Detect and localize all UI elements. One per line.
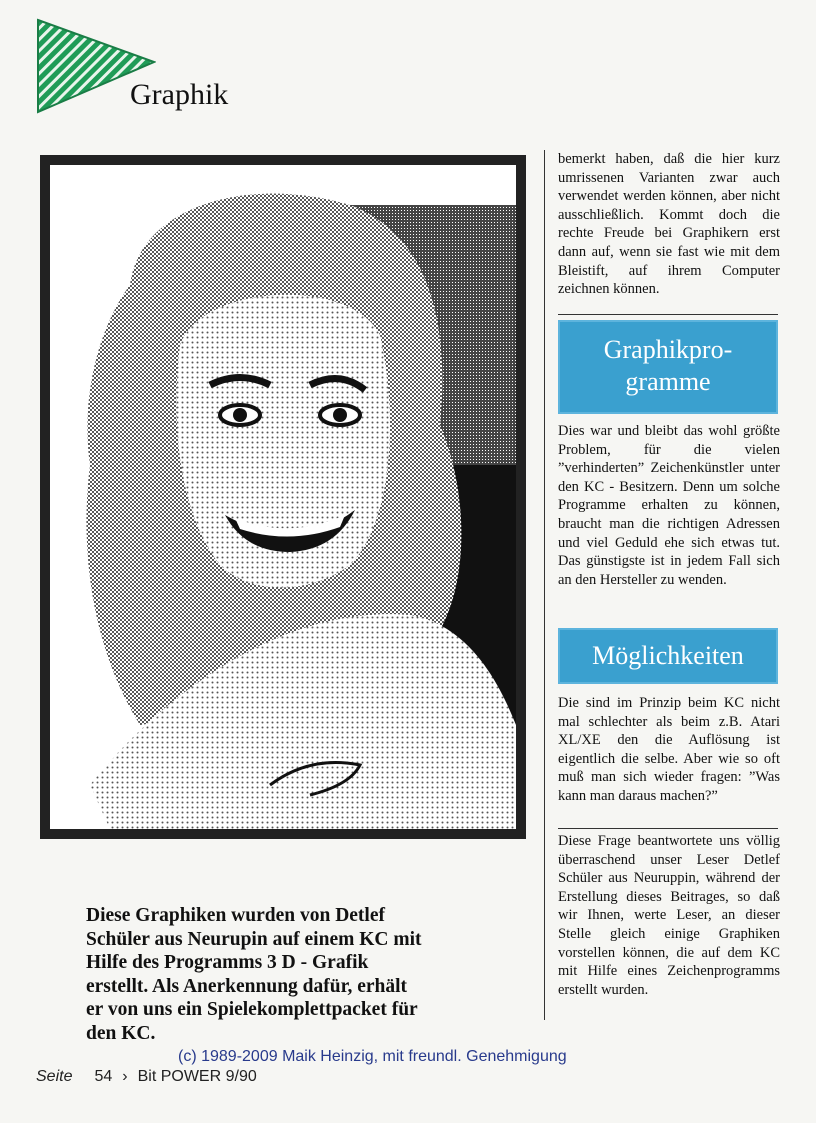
caption-line: er von uns ein Spielekomplettpacket für — [86, 999, 418, 1020]
portrait-image — [50, 165, 516, 829]
heading-moeglichkeiten — [558, 628, 778, 684]
heading-line: Möglichkeiten — [592, 641, 744, 670]
paragraph-text: bemerkt haben, daß die hier kurz umrissenen Varianten zwar auch verwendet werden können, aber nicht ausschließlich. Kommt doch die rechte Freude bei Graphikern erst dann auf, wenn sie fast wie mit dem Bleistift, auf ihrem Computer zeichnen können. — [558, 151, 780, 298]
section-title: Graphik — [130, 78, 229, 111]
caption-line: Schüler aus Neurupin auf einem KC mit — [86, 928, 422, 950]
paragraph-text: Dies war und bleibt das wohl größte Problem, für die vielen ”verhinderten” Zeichenkünstler unter den KC - Besitzern. Denn um solche Programme erhalten zu können, braucht man die richtigen Adressen und viel Geduld ehe sich etwas tut. Das günstigste ist in jedem Fall sich an den Hersteller zu wenden. — [558, 423, 780, 588]
heading-line: gramme — [625, 367, 711, 396]
page-number: 54 — [94, 1068, 113, 1085]
caption-line: den KC. — [86, 1022, 156, 1044]
copyright-notice: (c) 1989-2009 Maik Heinzig, mit freundl. Genehmigung — [178, 1048, 567, 1065]
portrait-frame — [40, 155, 526, 839]
column-rule — [558, 828, 778, 829]
column-paragraph-4 — [558, 832, 780, 999]
caption-line: erstellt. Als Anerkennung dafür, erhält — [86, 975, 408, 997]
magazine-issue: Bit POWER 9/90 — [137, 1068, 257, 1085]
page-label: Seite — [36, 1068, 73, 1085]
column-paragraph-1 — [558, 150, 780, 299]
column-paragraph-3 — [558, 694, 780, 806]
page-footer — [36, 1068, 257, 1086]
column-paragraph-2 — [558, 422, 780, 589]
heading-line: Graphikpro- — [603, 335, 733, 364]
column-divider — [544, 150, 545, 1020]
dithered-portrait-graphic — [50, 165, 516, 829]
image-caption — [86, 904, 504, 1045]
caption-line: Hilfe des Programms 3 D - Grafik — [86, 952, 369, 973]
paragraph-text: Diese Frage beantwortete uns völlig überraschend unser Leser Detlef Schüler aus Neuruppin, während der Erstellung dieses Beitrages, so daß wir Ihnen, werte Leser, an dieser Stelle gleich einige Graphiken vorstellen können, die auf dem KC mit Hilfe eines Zeichenprogramms erstellt wurden. — [558, 833, 780, 998]
caption-line: Diese Graphiken wurden von Detlef — [86, 905, 385, 926]
column-rule — [558, 314, 778, 315]
footer-separator: › — [122, 1068, 128, 1085]
heading-graphikprogramme — [558, 320, 778, 414]
paragraph-text: Die sind im Prinzip beim KC nicht mal schlechter als beim z.B. Atari XL/XE den die Auflösung ist eigentlich die selbe. Aber wie so oft muß man sich wieder fragen: ”Was kann man daraus machen?” — [558, 695, 780, 804]
